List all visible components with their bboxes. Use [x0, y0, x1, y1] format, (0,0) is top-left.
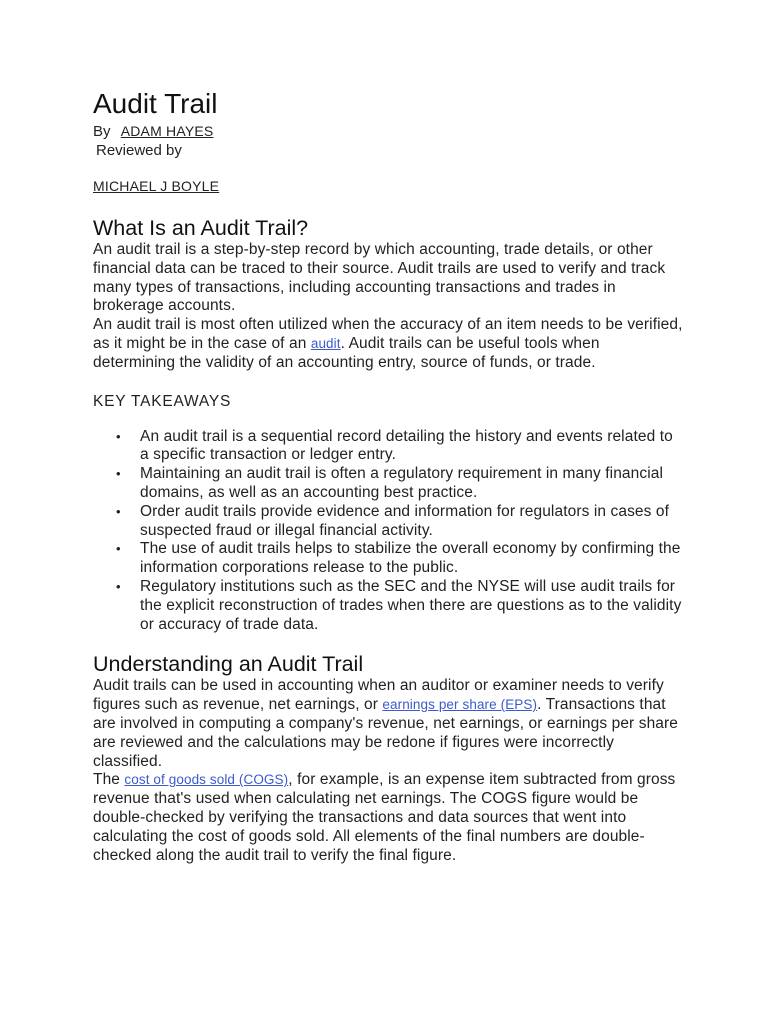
bullet-icon: • [116, 466, 121, 482]
text-span: . Transactions that are involved in computing a company's revenue, net earnings, or earnings per share are reviewed and the calculations may be redone if figures were incorrectly classified. [93, 696, 678, 770]
list-item [116, 540, 683, 578]
paragraph-utilization [93, 316, 683, 372]
bullet-icon: • [116, 503, 121, 519]
byline [93, 122, 683, 141]
text-span: Audit trails can be used in accounting when an auditor or examiner needs to verify figures such as revenue, net earnings, or [93, 677, 664, 714]
by-label: By [93, 123, 111, 140]
bullet-icon: • [116, 578, 121, 594]
paragraph-definition: An audit trail is a step-by-step record by which accounting, trade details, or other financial data can be traced to their source. Audit trails are used to verify and track many types of transactions, including accounting transactions and trades in brokerage accounts. [93, 241, 666, 315]
section-heading-understanding: Understanding an Audit Trail [93, 652, 364, 677]
key-takeaways-list [93, 428, 683, 635]
cogs-link[interactable]: cost of goods sold (COGS) [124, 772, 289, 788]
reviewed-by-label: Reviewed by [96, 142, 182, 159]
bullet-icon: • [116, 541, 121, 557]
list-item-text: An audit trail is a sequential record detailing the history and events related to a specific transaction or ledger entry. [140, 427, 673, 464]
list-item [116, 427, 683, 466]
text-span: , for example, is an expense item subtracted from gross revenue that's used when calculating net earnings. The COGS figure would be double-checked by verifying the transactions and data sources that went into calculating the cost of goods sold. All elements of the final numbers are double-checked along the audit trail to verify the final figure. [93, 771, 676, 864]
section-heading-what-is: What Is an Audit Trail? [93, 216, 309, 240]
list-item [116, 577, 683, 634]
text-span: An audit trail is most often utilized when the accuracy of an item needs to be verified, as it might be in the case of an [93, 316, 683, 352]
bullet-icon: • [116, 428, 121, 444]
audit-link[interactable]: audit [310, 335, 341, 351]
paragraph-cogs [93, 771, 683, 865]
eps-link[interactable]: earnings per share (EPS) [382, 697, 538, 713]
key-takeaways-title: KEY TAKEAWAYS [93, 392, 232, 410]
author-link[interactable]: ADAM HAYES [120, 123, 214, 139]
list-item-text: Maintaining an audit trail is often a regulatory requirement in many financial domains, as well as an accounting best practice. [140, 465, 664, 501]
paragraph-auditors [93, 677, 683, 771]
text-span: The [93, 771, 125, 789]
text-span: . Audit trails can be useful tools when determining the validity of an accounting entry, source of funds, or trade. [93, 334, 600, 371]
list-item-text: The use of audit trails helps to stabilize the overall economy by confirming the information corporations release to the public. [140, 540, 681, 577]
list-item-text: Order audit trails provide evidence and information for regulators in cases of suspected fraud or illegal financial activity. [140, 502, 670, 539]
list-item-text: Regulatory institutions such as the SEC and the NYSE will use audit trails for the explicit reconstruction of trades when there are questions as to the validity or accuracy of trade data. [140, 577, 682, 633]
reviewer-line [93, 177, 683, 196]
reviewer-link[interactable]: MICHAEL J BOYLE [93, 178, 220, 194]
article [93, 86, 683, 865]
list-item [116, 502, 683, 541]
list-item [116, 465, 683, 503]
article-title: Audit Trail [93, 88, 218, 119]
